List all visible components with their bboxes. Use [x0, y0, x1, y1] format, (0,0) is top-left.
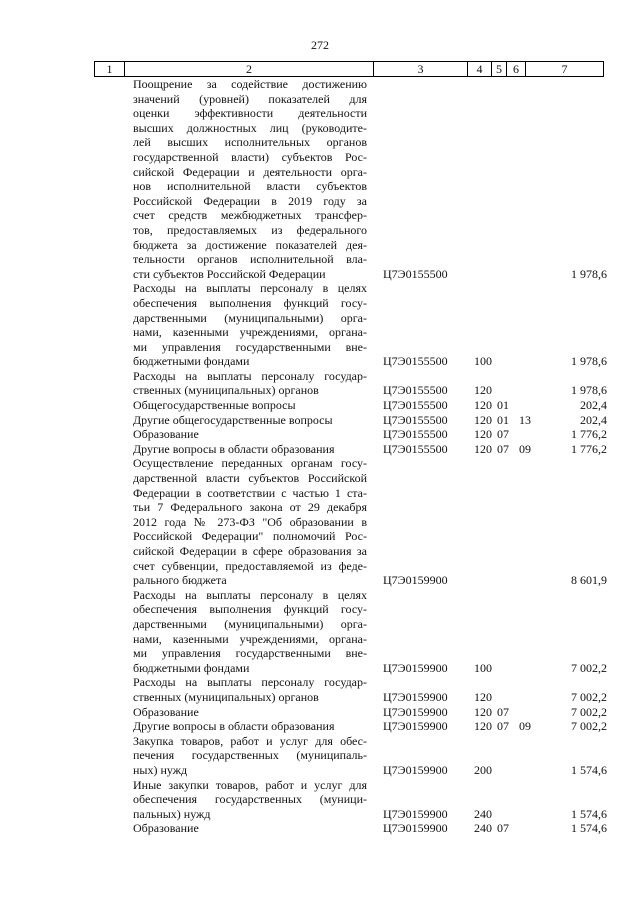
table-row	[0, 588, 640, 676]
description-line: сийской Федерации и деятельности орга-	[133, 164, 367, 179]
budget-table-body	[0, 77, 640, 836]
header-col-2: 2	[125, 62, 374, 77]
section: 01	[497, 412, 509, 427]
row-description	[133, 821, 367, 836]
description-line: Образование	[133, 704, 199, 719]
amount: 7 002,2	[571, 719, 607, 734]
description-line: тьи 7 Федерального закона от 29 декабря	[133, 500, 367, 515]
amount: 1 574,6	[571, 806, 607, 821]
target-code: Ц7Э0159900	[383, 704, 448, 719]
row-description	[133, 734, 367, 778]
row-description	[133, 77, 367, 281]
description-line: счет субвенции, предоставляемой из феде-	[133, 558, 367, 573]
description-line: ственных (муниципальных) органов	[133, 689, 319, 704]
row-description	[133, 588, 367, 676]
amount: 1 776,2	[571, 441, 607, 456]
column-header-table	[94, 61, 604, 77]
description-line: Расходы на выплаты персоналу государ-	[133, 675, 367, 690]
description-line: тов, предоставляемых из федерального	[133, 222, 367, 237]
amount: 1 978,6	[571, 383, 607, 398]
target-code: Ц7Э0159900	[383, 660, 448, 675]
description-line: оценки эффективности деятельности	[133, 106, 367, 121]
header-col-7: 7	[526, 62, 604, 77]
description-line: ных) нужд	[133, 762, 188, 777]
description-line: нами, казенными учреждениями, органа-	[133, 631, 367, 646]
description-line: Российской Федерации в 2019 году за	[133, 193, 367, 208]
expense-type: 240	[474, 806, 492, 821]
target-code: Ц7Э0155500	[383, 441, 448, 456]
expense-type: 120	[474, 689, 492, 704]
header-col-5: 5	[492, 62, 507, 77]
description-line: Другие общегосударственные вопросы	[133, 412, 333, 427]
amount: 1 574,6	[571, 762, 607, 777]
description-line: Федерации в соответствии с частью 1 ста-	[133, 485, 367, 500]
row-description	[133, 778, 367, 822]
table-row	[0, 427, 640, 442]
row-description	[133, 675, 367, 704]
section: 07	[497, 821, 509, 836]
table-row	[0, 456, 640, 587]
amount: 1 978,6	[571, 354, 607, 369]
description-line: рального бюджета	[133, 573, 227, 588]
description-line: печения государственных (муниципаль-	[133, 748, 367, 763]
amount: 7 002,2	[571, 704, 607, 719]
description-line: Осуществление переданных органам госу-	[133, 456, 367, 471]
description-line: лей высших исполнительных органов	[133, 135, 367, 150]
description-line: Российской Федерации" полномочий Рос-	[133, 529, 367, 544]
expense-type: 120	[474, 441, 492, 456]
description-line: Иные закупки товаров, работ и услуг для	[133, 777, 367, 792]
description-line: Расходы на выплаты персоналу в целях	[133, 587, 367, 602]
target-code: Ц7Э0155500	[383, 354, 448, 369]
row-description	[133, 719, 367, 734]
description-line: сийской Федерации в сфере образования за	[133, 544, 367, 558]
description-line: бюджетными фондами	[133, 354, 250, 369]
expense-type: 120	[474, 427, 492, 442]
description-line: пальных) нужд	[133, 806, 211, 821]
description-line: значений (уровней) показателей для	[133, 91, 367, 106]
target-code: Ц7Э0155500	[383, 412, 448, 427]
expense-type: 120	[474, 412, 492, 427]
description-line: дарственными (муниципальными) орга-	[133, 310, 367, 325]
table-row	[0, 705, 640, 720]
table-row	[0, 413, 640, 428]
target-code: Ц7Э0159900	[383, 821, 448, 836]
table-row	[0, 734, 640, 778]
amount: 7 002,2	[571, 660, 607, 675]
description-line: ми управления государственными вне-	[133, 339, 367, 354]
expense-type: 200	[474, 762, 492, 777]
header-col-3: 3	[374, 62, 468, 77]
description-line: обеспечения выполнения функций госу-	[133, 295, 367, 310]
target-code: Ц7Э0159900	[383, 719, 448, 734]
description-line: Расходы на выплаты персоналу государ-	[133, 368, 367, 383]
section: 07	[497, 427, 509, 442]
description-line: Расходы на выплаты персоналу в целях	[133, 281, 367, 296]
target-code: Ц7Э0159900	[383, 762, 448, 777]
subsection: 09	[519, 719, 531, 734]
target-code: Ц7Э0159900	[383, 689, 448, 704]
table-row	[0, 398, 640, 413]
description-line: нов исполнительной власти субъектов	[133, 179, 367, 194]
description-line: бюджета за достижение показателей дея-	[133, 237, 367, 252]
table-row	[0, 821, 640, 836]
expense-type: 120	[474, 383, 492, 398]
description-line: Закупка товаров, работ и услуг для обес-	[133, 733, 367, 748]
target-code: Ц7Э0159900	[383, 573, 448, 588]
amount: 1 978,6	[571, 266, 607, 281]
table-row	[0, 778, 640, 822]
description-line: Другие вопросы в области образования	[133, 441, 335, 456]
row-description	[133, 413, 367, 428]
description-line: 2012 года № 273-ФЗ "Об образовании в	[133, 514, 367, 529]
amount: 8 601,9	[571, 573, 607, 588]
amount: 1 574,6	[571, 821, 607, 836]
amount: 202,4	[580, 398, 607, 413]
description-line: государственной власти) субъектов Рос-	[133, 149, 367, 164]
description-line: ми управления государственными вне-	[133, 646, 367, 661]
header-col-1: 1	[95, 62, 125, 77]
description-line: бюджетными фондами	[133, 660, 250, 675]
table-row	[0, 77, 640, 281]
row-description	[133, 281, 367, 369]
table-row	[0, 369, 640, 398]
section: 01	[497, 398, 509, 413]
row-description	[133, 369, 367, 398]
expense-type: 240	[474, 821, 492, 836]
row-description	[133, 427, 367, 442]
expense-type: 120	[474, 398, 492, 413]
subsection: 09	[519, 441, 531, 456]
header-col-6: 6	[507, 62, 526, 77]
description-line: Образование	[133, 821, 199, 836]
subsection: 13	[519, 412, 531, 427]
description-line: сти субъектов Российской Федерации	[133, 266, 326, 281]
description-line: дарственной власти субъектов Российской	[133, 471, 367, 486]
section: 07	[497, 719, 509, 734]
description-line: дарственными (муниципальными) орга-	[133, 616, 367, 631]
section: 07	[497, 441, 509, 456]
description-line: счет средств межбюджетных трансфер-	[133, 208, 367, 223]
target-code: Ц7Э0155500	[383, 383, 448, 398]
description-line: обеспечения выполнения функций госу-	[133, 602, 367, 617]
section: 07	[497, 704, 509, 719]
target-code: Ц7Э0155500	[383, 398, 448, 413]
table-row	[0, 442, 640, 457]
table-row	[0, 719, 640, 734]
description-line: тельности органов исполнительной вла-	[133, 252, 367, 267]
row-description	[133, 456, 367, 587]
target-code: Ц7Э0155500	[383, 266, 448, 281]
amount: 7 002,2	[571, 689, 607, 704]
expense-type: 120	[474, 704, 492, 719]
description-line: Другие вопросы в области образования	[133, 719, 335, 734]
description-line: Поощрение за содействие достижению	[133, 77, 367, 91]
expense-type: 100	[474, 354, 492, 369]
row-description	[133, 398, 367, 413]
table-row	[0, 281, 640, 369]
header-col-4: 4	[468, 62, 492, 77]
description-line: Общегосударственные вопросы	[133, 398, 296, 413]
page-number: 272	[311, 38, 329, 52]
description-line: нами, казенными учреждениями, органа-	[133, 325, 367, 340]
target-code: Ц7Э0155500	[383, 427, 448, 442]
description-line: высших должностных лиц (руководите-	[133, 120, 367, 135]
target-code: Ц7Э0159900	[383, 806, 448, 821]
table-row	[0, 675, 640, 704]
amount: 202,4	[580, 412, 607, 427]
description-line: ственных (муниципальных) органов	[133, 383, 319, 398]
description-line: Образование	[133, 427, 199, 442]
description-line: обеспечения государственных (муници-	[133, 792, 367, 807]
amount: 1 776,2	[571, 427, 607, 442]
expense-type: 120	[474, 719, 492, 734]
row-description	[133, 442, 367, 457]
row-description	[133, 705, 367, 720]
expense-type: 100	[474, 660, 492, 675]
